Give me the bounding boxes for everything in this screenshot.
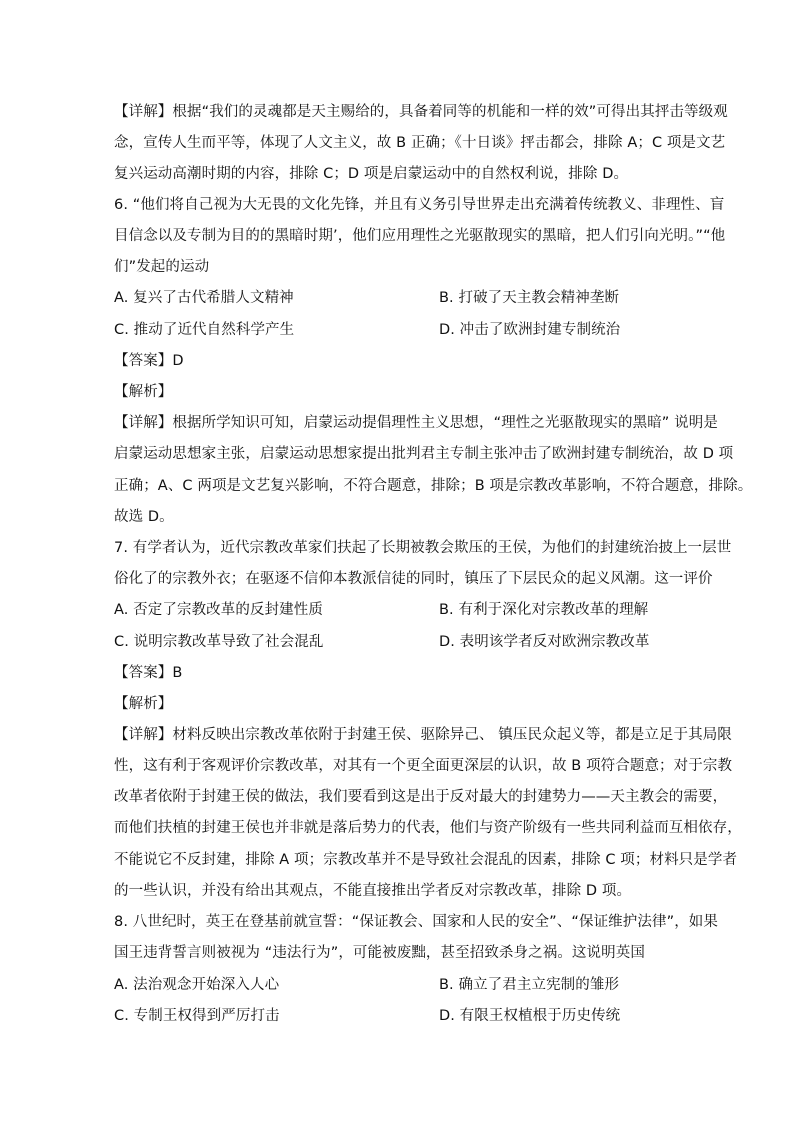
q6-stem-line-1: 6. “他们将自己视为大无畏的文化先锋，并且有义务引导世界走出充满着传统教义、非理性、盲 xyxy=(114,197,725,213)
q7-detail-line-6: 的一些认识，并没有给出其观点，不能直接推出学者反对宗教改革，排除 D 项。 xyxy=(114,883,632,899)
q6-analysis-label: 【解析】 xyxy=(114,384,173,400)
q8-stem-line-1: 8. 八世纪时，英王在登基前就宣誓：“保证教会、国家和人民的安全”、“保证维护法律”，如果 xyxy=(114,914,718,930)
q7-detail-line-2: 性，这有利于客观评价宗教改革，对其有一个更全面更深层的认识，故 B 项符合题意；对于宗教 xyxy=(114,758,733,774)
q8-option-d: D. 有限王权植根于历史传统 xyxy=(439,1008,621,1024)
q6-detail-line-2: 启蒙运动思想家主张，启蒙运动思想家提出批判君主专制主张冲击了欧洲封建专制统治，故 D 项 xyxy=(114,446,734,462)
q5-detail-line-2: 念，宣传人生而平等，体现了人文主义，故 B 正确；《十日谈》抨击都会，排除 A；C 项是文艺 xyxy=(114,135,726,151)
q8-option-a: A. 法治观念开始深入人心 xyxy=(114,977,280,993)
q6-option-a: A. 复兴了古代希腊人文精神 xyxy=(114,290,294,306)
q5-detail-line-3: 复兴运动高潮时期的内容，排除 C；D 项是启蒙运动中的自然权利说，排除 D。 xyxy=(114,166,629,182)
q8-option-c: C. 专制王权得到严厉打击 xyxy=(114,1008,280,1024)
q7-option-d: D. 表明该学者反对欧洲宗教改革 xyxy=(439,634,650,650)
q6-detail-line-3: 正确；A、C 两项是文艺复兴影响，不符合题意，排除；B 项是宗教改革影响，不符合题意，排除。 xyxy=(114,478,753,494)
q5-detail-line-1: 【详解】根据“我们的灵魂都是天主赐给的，具备着同等的机能和一样的效”可得出其抨击等级观 xyxy=(114,104,728,120)
q6-detail-line-4: 故选 D。 xyxy=(114,509,174,525)
q6-stem-line-3: 们”发起的运动 xyxy=(114,259,210,275)
q7-option-a: A. 否定了宗教改革的反封建性质 xyxy=(114,602,323,618)
q7-detail-line-1: 【详解】材料反映出宗教改革依附于封建王侯、驱除异己、 镇压民众起义等，都是立足于其局限 xyxy=(114,727,732,743)
q7-answer: 【答案】B xyxy=(114,665,183,681)
q7-option-b: B. 有利于深化对宗教改革的理解 xyxy=(439,602,649,618)
q7-option-c: C. 说明宗教改革导致了社会混乱 xyxy=(114,634,324,650)
q7-detail-line-4: 而他们扶植的封建王侯也并非就是落后势力的代表，他们与资产阶级有一些共同利益而互相依存， xyxy=(114,820,742,836)
q6-answer: 【答案】D xyxy=(114,353,184,369)
q6-stem-line-2: 目信念以及专制为目的的黑暗时期’，他们应用理性之光驱散现实的黑暗，把人们引向光明。”“他 xyxy=(114,228,726,244)
q7-stem-line-2: 俗化了的宗教外衣；在驱逐不信仰本教派信徒的同时，镇压了下层民众的起义风潮。这一评价 xyxy=(114,571,713,587)
q7-analysis-label: 【解析】 xyxy=(114,696,173,712)
q8-option-b: B. 确立了君主立宪制的雏形 xyxy=(439,977,620,993)
q6-option-c: C. 推动了近代自然科学产生 xyxy=(114,322,295,338)
q6-option-d: D. 冲击了欧洲封建专制统治 xyxy=(439,322,621,338)
q7-stem-line-1: 7. 有学者认为，近代宗教改革家们扶起了长期被教会欺压的王侯，为他们的封建统治披上一层世 xyxy=(114,540,732,556)
q8-stem-line-2: 国王违背誓言则被视为 “违法行为”，可能被废黜，甚至招致杀身之祸。这说明英国 xyxy=(114,945,645,961)
q6-detail-line-1: 【详解】根据所学知识可知，启蒙运动提倡理性主义思想，“理性之光驱散现实的黑暗” 说明是 xyxy=(114,415,718,431)
q7-detail-line-3: 改革者依附于封建王侯的做法，我们要看到这是出于反对最大的封建势力——天主教会的需要， xyxy=(114,789,728,805)
q6-option-b: B. 打破了天主教会精神垄断 xyxy=(439,290,620,306)
q7-detail-line-5: 不能说它不反封建，排除 A 项；宗教改革并不是导致社会混乱的因素，排除 C 项；材料只是学者 xyxy=(114,852,738,868)
